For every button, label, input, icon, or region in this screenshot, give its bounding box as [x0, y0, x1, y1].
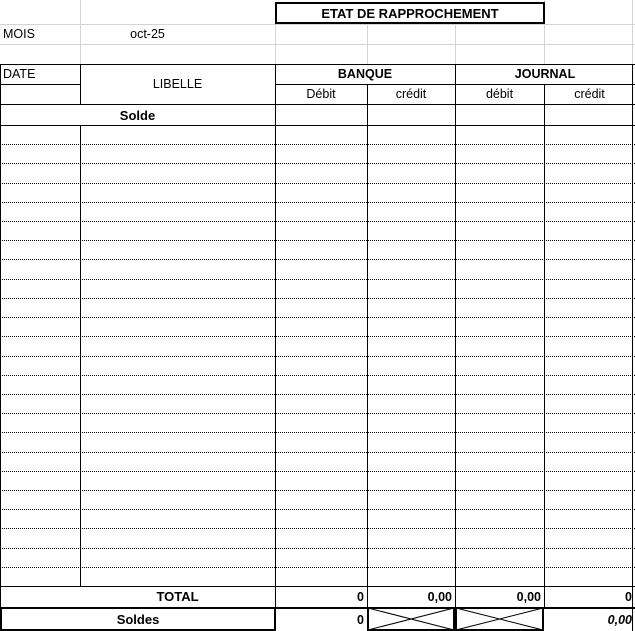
entry-row[interactable] [0, 144, 635, 163]
banque-credit-header: crédit [395, 87, 427, 101]
entry-row[interactable] [0, 432, 635, 451]
opening-balance-label: Solde [119, 107, 156, 123]
month-value: oct-25 [130, 27, 165, 41]
date-header: DATE [3, 67, 36, 81]
entry-row[interactable] [0, 298, 635, 317]
journal-debit-header: débit [485, 87, 514, 101]
entry-row[interactable] [0, 240, 635, 259]
journal-header: JOURNAL [514, 67, 576, 81]
banque-header: BANQUE [337, 67, 393, 81]
libelle-header: LIBELLE [152, 77, 203, 91]
entry-row[interactable] [0, 567, 635, 586]
entry-row[interactable] [0, 548, 635, 567]
entry-row[interactable] [0, 413, 635, 432]
crossed-out-cell-journal-debit [455, 607, 544, 631]
entry-row[interactable] [0, 221, 635, 240]
total-label: TOTAL [156, 589, 199, 604]
entry-row[interactable] [0, 202, 635, 221]
total-journal-credit: 0 [625, 589, 632, 604]
banque-debit-header: Débit [306, 87, 336, 101]
entry-row[interactable] [0, 471, 635, 490]
entry-row[interactable] [0, 490, 635, 509]
soldes-journal-credit: 0,00 [607, 612, 632, 627]
report-title: ETAT DE RAPPROCHEMENT [275, 2, 545, 24]
month-label: MOIS [3, 27, 35, 41]
entry-row[interactable] [0, 452, 635, 471]
entry-row[interactable] [0, 163, 635, 182]
total-banque-debit: 0 [357, 589, 364, 604]
crossed-out-cell-banque-credit [367, 607, 455, 631]
closing-balance-label: Soldes [116, 612, 160, 627]
entry-row[interactable] [0, 259, 635, 278]
soldes-banque-debit: 0 [357, 612, 364, 627]
entry-row[interactable] [0, 528, 635, 547]
entry-row[interactable] [0, 394, 635, 413]
entry-row[interactable] [0, 356, 635, 375]
entry-row[interactable] [0, 125, 635, 144]
entry-row[interactable] [0, 279, 635, 298]
entry-row[interactable] [0, 317, 635, 336]
journal-credit-header: crédit [574, 87, 605, 101]
entry-row[interactable] [0, 375, 635, 394]
entry-row[interactable] [0, 336, 635, 355]
entry-row[interactable] [0, 509, 635, 528]
entry-row[interactable] [0, 183, 635, 202]
total-journal-debit: 0,00 [516, 589, 541, 604]
total-banque-credit: 0,00 [427, 589, 452, 604]
